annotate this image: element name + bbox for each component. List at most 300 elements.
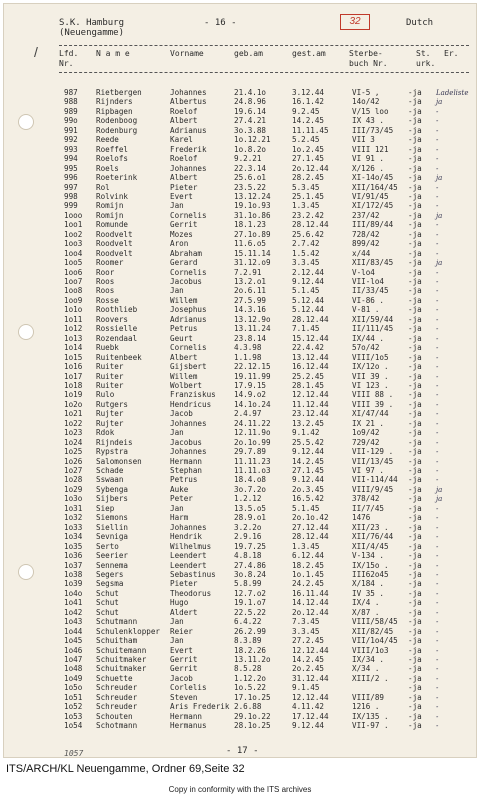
row-register-number: VIII/1o5 [352, 352, 389, 362]
row-firstname: Geurt [170, 333, 193, 343]
row-register-number: VII/13/45 [352, 456, 394, 466]
row-firstname: Hendrik [170, 532, 203, 542]
row-firstname: Johannes [170, 522, 207, 532]
row-number: 1o4o [64, 588, 83, 598]
row-firstname: Aldert [170, 607, 198, 617]
row-number: 994 [64, 154, 78, 164]
row-surname: Roos [96, 286, 115, 296]
page-stamp: 32 [340, 14, 370, 30]
row-handwritten-note: - [436, 722, 439, 731]
row-surname: Roodvelt [96, 229, 133, 239]
row-number: 1o38 [64, 569, 83, 579]
row-handwritten-note: - [436, 344, 439, 353]
row-birth-date: 11.6.o5 [234, 239, 267, 249]
row-handwritten-note: - [436, 703, 439, 712]
row-birth-date: 27.4.86 [234, 560, 267, 570]
row-certificate: -ja [408, 173, 422, 183]
row-surname: Ruiter [96, 371, 124, 381]
row-firstname: Sebastinus [170, 569, 216, 579]
row-register-number: VIII/1o3 [352, 645, 389, 655]
header-rule-bottom [59, 72, 469, 73]
row-surname: Seerier [96, 551, 129, 561]
row-number: 1o11 [64, 314, 83, 324]
row-death-date: 7.3.45 [292, 617, 320, 627]
row-number: 1o41 [64, 598, 83, 608]
row-death-date: 9.2.45 [292, 106, 320, 116]
row-surname: Rypstra [96, 447, 129, 457]
row-firstname: Aron [170, 239, 189, 249]
row-surname: Ruiter [96, 380, 124, 390]
row-certificate: -ja [408, 721, 422, 731]
row-death-date: 5.1.45 [292, 286, 320, 296]
row-handwritten-note: - [436, 410, 439, 419]
row-handwritten-note: - [436, 164, 439, 173]
row-death-date: 23.12.44 [292, 409, 329, 419]
row-handwritten-note: - [436, 589, 439, 598]
row-certificate: -ja [408, 352, 422, 362]
row-number: 988 [64, 97, 78, 107]
row-certificate: -ja [408, 692, 422, 702]
row-handwritten-note: - [436, 391, 439, 400]
row-handwritten-note: - [436, 542, 439, 551]
row-certificate: -ja [408, 88, 422, 97]
row-surname: Schreuder [96, 683, 138, 693]
row-handwritten-note: - [436, 325, 439, 334]
row-number: 1o29 [64, 484, 83, 494]
col-gest: gest.am [292, 49, 326, 58]
row-handwritten-note: - [436, 674, 439, 683]
row-certificate: -ja [408, 135, 422, 145]
row-certificate: -ja [408, 522, 422, 532]
row-death-date: 9.1.45 [292, 683, 320, 693]
row-handwritten-note: - [436, 599, 439, 608]
row-birth-date: 1.12.2o [234, 673, 267, 683]
row-certificate: -ja [408, 380, 422, 390]
row-birth-date: 12.7.o2 [234, 588, 267, 598]
row-certificate: -ja [408, 333, 422, 343]
row-handwritten-note: - [436, 448, 439, 457]
row-surname: Schutmann [96, 617, 138, 627]
row-birth-date: 9.2.21 [234, 154, 262, 164]
row-handwritten-note: - [436, 306, 439, 315]
row-birth-date: 1o.5.22 [234, 683, 267, 693]
row-register-number: XII/83/45 [352, 258, 394, 268]
col-geb: geb.am [234, 49, 263, 58]
row-number: 1oo9 [64, 295, 83, 305]
row-surname: Roor [96, 267, 115, 277]
camp-subname: (Neuengamme) [59, 28, 125, 38]
row-firstname: Hugo [170, 598, 189, 608]
row-birth-date: 14.1o.24 [234, 399, 271, 409]
row-firstname: Johannes [170, 418, 207, 428]
row-certificate: -ja [408, 428, 422, 438]
row-handwritten-note: - [436, 278, 439, 286]
row-register-number: IV 35 . [352, 588, 385, 598]
row-birth-date: 13.11.24 [234, 324, 271, 334]
row-surname: Rol [96, 182, 110, 192]
row-register-number: XII/76/44 [352, 532, 394, 542]
row-death-date: 27.1.45 [292, 466, 325, 475]
row-death-date: 2o.2.45 [292, 664, 325, 674]
row-register-number: XIII/2 . [352, 673, 389, 683]
row-certificate: -ja [408, 409, 422, 419]
row-number: 997 [64, 182, 78, 192]
row-surname: Roodvelt [96, 248, 133, 258]
row-surname: Schotmann [96, 721, 138, 731]
row-surname: Rulo [96, 390, 115, 400]
row-birth-date: 8.5.28 [234, 664, 262, 674]
row-certificate: -ja [408, 494, 422, 504]
row-number: 1o24 [64, 437, 83, 447]
row-register-number: VII/1o4/45 [352, 636, 398, 646]
row-death-date: 28.1.45 [292, 380, 325, 390]
row-surname: Schuitham [96, 636, 138, 646]
row-handwritten-note: ja [436, 98, 443, 107]
row-handwritten-note: - [436, 514, 439, 523]
row-certificate: -ja [408, 579, 422, 589]
row-surname: Roomer [96, 258, 124, 268]
row-death-date: 4.11.42 [292, 702, 325, 712]
row-certificate: -ja [408, 655, 422, 664]
row-number: 993 [64, 144, 78, 154]
row-handwritten-note: - [436, 608, 439, 617]
row-register-number: IX/34 . [352, 655, 385, 664]
row-register-number: VII 39 . [352, 371, 389, 381]
row-death-date: 2o.12.44 [292, 607, 329, 617]
row-handwritten-note: - [436, 429, 439, 438]
row-handwritten-note: - [436, 637, 439, 646]
row-number: 1o49 [64, 673, 83, 683]
row-birth-date: 22.3.14 [234, 163, 267, 173]
row-handwritten-note: - [436, 126, 439, 135]
row-firstname: Evert [170, 645, 193, 655]
row-handwritten-note: ja [436, 495, 443, 504]
row-certificate: -ja [408, 220, 422, 230]
row-certificate: -ja [408, 295, 422, 305]
row-firstname: Petrus [170, 324, 198, 334]
row-certificate: -ja [408, 437, 422, 447]
row-surname: Rijndeis [96, 437, 133, 447]
row-surname: Rossielle [96, 324, 138, 334]
row-firstname: Willem [170, 371, 198, 381]
row-firstname: Abraham [170, 248, 203, 258]
row-death-date: 24.2.45 [292, 579, 325, 589]
row-birth-date: 5.8.99 [234, 579, 262, 589]
row-register-number: II/111/45 [352, 324, 394, 334]
row-register-number: II/33/45 [352, 286, 389, 296]
row-death-date: 1o.2.45 [292, 144, 325, 154]
row-surname: Rdok [96, 428, 115, 438]
row-surname: Schade [96, 466, 124, 475]
row-certificate: -ja [408, 569, 422, 579]
row-death-date: 25.5.42 [292, 437, 325, 447]
row-certificate: -ja [408, 447, 422, 457]
row-number: 995 [64, 163, 78, 173]
row-register-number: XII/23 . [352, 522, 389, 532]
row-register-number: VIII/58/45 [352, 617, 398, 627]
row-number: 1o16 [64, 362, 83, 372]
row-handwritten-note: - [436, 618, 439, 627]
row-firstname: Wilhelmus [170, 541, 212, 551]
row-certificate: -ja [408, 191, 422, 201]
row-firstname: Albert [170, 116, 198, 126]
row-number: 1o5o [64, 683, 83, 693]
col-vorname: Vorname [170, 49, 204, 58]
row-register-number: II/7/45 [352, 503, 385, 513]
row-handwritten-note: - [436, 145, 439, 154]
row-register-number: VI/91/45 [352, 191, 389, 201]
row-firstname: Jacobus [170, 437, 203, 447]
row-register-number: x/44 [352, 248, 371, 258]
row-certificate: -ja [408, 683, 422, 693]
row-firstname: Johannes [170, 88, 207, 97]
row-death-date: 12.12.44 [292, 692, 329, 702]
row-death-date: 5.2.45 [292, 135, 320, 145]
row-surname: Sswaan [96, 475, 124, 485]
row-firstname: Johannes [170, 163, 207, 173]
row-certificate: -ja [408, 541, 422, 551]
row-handwritten-note: ja [436, 259, 443, 268]
row-register-number: III/73/45 [352, 125, 394, 135]
row-birth-date: 24.11.22 [234, 418, 271, 428]
row-handwritten-note: - [436, 665, 439, 674]
row-firstname: Harm [170, 513, 189, 523]
row-firstname: Gerrit [170, 664, 198, 674]
row-number: 1o21 [64, 409, 83, 419]
row-number: 1ooo [64, 210, 83, 220]
row-surname: Schuitemann [96, 645, 147, 655]
row-certificate: -ja [408, 201, 422, 211]
row-surname: Sevniga [96, 532, 129, 542]
row-handwritten-note: - [436, 202, 439, 211]
row-firstname: Cornelis [170, 210, 207, 220]
row-surname: Siellin [96, 522, 129, 532]
row-firstname: Jacob [170, 409, 193, 419]
row-birth-date: 2o.6.11 [234, 286, 267, 296]
row-number: 1o18 [64, 380, 83, 390]
row-death-date: 28.2.45 [292, 173, 325, 183]
row-register-number: IX/12o . [352, 362, 389, 372]
row-death-date: 1.5.42 [292, 248, 320, 258]
row-birth-date: 19.7.25 [234, 541, 267, 551]
row-birth-date: 13.12.9o [234, 314, 271, 324]
row-death-date: 1o.1.45 [292, 569, 325, 579]
row-firstname: Gijsbert [170, 362, 207, 372]
row-handwritten-note: - [436, 117, 439, 126]
row-firstname: Cornelis [170, 267, 207, 277]
row-handwritten-note: ja [436, 211, 443, 220]
row-register-number: 1216 . [352, 702, 380, 712]
row-death-date: 1.3.45 [292, 201, 320, 211]
row-surname: Ruebk [96, 343, 119, 353]
row-handwritten-note: - [436, 504, 439, 513]
row-firstname: Hermann [170, 711, 203, 721]
row-handwritten-note: - [436, 315, 439, 324]
row-certificate: -ja [408, 503, 422, 513]
row-number: 996 [64, 173, 78, 183]
row-death-date: 9.12.44 [292, 447, 325, 457]
row-register-number: XII/164/45 [352, 182, 398, 192]
row-number: 1o2o [64, 399, 83, 409]
row-birth-date: 31.12.o9 [234, 258, 271, 268]
row-death-date: 1.3.45 [292, 541, 320, 551]
row-firstname: Albert [170, 173, 198, 183]
row-firstname: Hendricus [170, 399, 212, 409]
row-register-number: VI-5 , [352, 88, 380, 97]
row-register-number: IX 43 . [352, 116, 385, 126]
row-surname: Rozendaal [96, 333, 138, 343]
row-certificate: -ja [408, 484, 422, 494]
row-register-number: VII 3 [352, 135, 375, 145]
row-birth-date: 17.9.15 [234, 380, 267, 390]
row-firstname: Gerrit [170, 655, 198, 664]
page-number: - 16 - [204, 18, 237, 28]
row-certificate: -ja [408, 711, 422, 721]
row-firstname: Leendert [170, 560, 207, 570]
row-number: 1o22 [64, 418, 83, 428]
row-death-date: 9.12.44 [292, 475, 325, 485]
row-handwritten-note: - [436, 467, 439, 475]
row-handwritten-note: - [436, 656, 439, 664]
row-certificate: -ja [408, 645, 422, 655]
row-handwritten-note: - [436, 230, 439, 239]
row-handwritten-note: - [436, 287, 439, 296]
row-birth-date: 13.12.24 [234, 191, 271, 201]
row-firstname: Hermann [170, 456, 203, 466]
row-number: 1o35 [64, 541, 83, 551]
document-page [3, 3, 477, 758]
row-firstname: Petrus [170, 475, 198, 485]
row-register-number: VI 91 . [352, 154, 385, 164]
row-death-date: 31.12.44 [292, 673, 329, 683]
row-death-date: 11.12.44 [292, 399, 329, 409]
row-number: 1o32 [64, 513, 83, 523]
row-number: 1o43 [64, 617, 83, 627]
row-birth-date: 23.5.22 [234, 182, 267, 192]
row-register-number: 14o/42 [352, 97, 380, 107]
row-register-number: XI-14o/45 [352, 173, 394, 183]
row-firstname: Stephan [170, 466, 203, 475]
row-certificate: -ja [408, 418, 422, 428]
row-birth-date: 3o.3.88 [234, 125, 267, 135]
row-number: 1oo5 [64, 258, 83, 268]
row-birth-date: 13.11.2o [234, 655, 271, 664]
row-certificate: -ja [408, 598, 422, 608]
row-firstname: Evert [170, 191, 193, 201]
row-certificate: -ja [408, 116, 422, 126]
row-register-number: XI/172/45 [352, 201, 394, 211]
row-firstname: Jacobus [170, 277, 203, 286]
row-firstname: Roelof [170, 106, 198, 116]
row-firstname: Jacob [170, 673, 193, 683]
row-handwritten-note: - [436, 183, 439, 192]
row-birth-date: 6.4.22 [234, 617, 262, 627]
row-number: 1o48 [64, 664, 83, 674]
row-handwritten-note: - [436, 107, 439, 116]
row-number: 992 [64, 135, 78, 145]
row-surname: Schouten [96, 711, 133, 721]
row-firstname: Jan [170, 286, 184, 296]
row-handwritten-note: - [436, 627, 439, 636]
row-certificate: -ja [408, 607, 422, 617]
row-handwritten-note: - [436, 372, 439, 381]
table-row [4, 721, 478, 731]
row-certificate: -ja [408, 702, 422, 712]
row-birth-date: 31.1o.86 [234, 210, 271, 220]
row-birth-date: 1.1.98 [234, 352, 262, 362]
row-surname: Roos [96, 277, 115, 286]
row-birth-date: 18.4.o8 [234, 475, 267, 485]
row-number: 1o45 [64, 636, 83, 646]
row-death-date: 3.3.45 [292, 626, 320, 636]
row-handwritten-note: - [436, 381, 439, 390]
row-handwritten-note: - [436, 580, 439, 589]
row-certificate: -ja [408, 277, 422, 286]
row-death-date: 14.2.45 [292, 655, 325, 664]
row-birth-date: 14.3.16 [234, 305, 267, 315]
row-firstname: Hermanus [170, 721, 207, 731]
row-birth-date: 4.3.98 [234, 343, 262, 353]
col-name: N a m e [96, 49, 130, 58]
row-death-date: 25.1.45 [292, 191, 325, 201]
row-firstname: Theodorus [170, 588, 212, 598]
row-register-number: 729/42 [352, 437, 380, 447]
row-birth-date: 19.6.14 [234, 106, 267, 116]
row-birth-date: 3o.7.2o [234, 484, 267, 494]
row-firstname: Adrianus [170, 125, 207, 135]
row-handwritten-note: - [436, 693, 439, 702]
row-death-date: 5.3.45 [292, 182, 320, 192]
row-surname: Schreuder [96, 692, 138, 702]
row-handwritten-note: - [436, 400, 439, 409]
row-surname: Schuitmaker [96, 655, 147, 664]
row-handwritten-note: ja [436, 485, 443, 494]
row-surname: Roovers [96, 314, 129, 324]
row-register-number: 1o9/42 [352, 428, 380, 438]
row-birth-date: 24.8.96 [234, 97, 267, 107]
row-number: 991 [64, 125, 78, 135]
row-death-date: 17.12.44 [292, 711, 329, 721]
row-firstname: Josephus [170, 305, 207, 315]
row-birth-date: 27.5.99 [234, 295, 267, 305]
row-certificate: -ja [408, 560, 422, 570]
row-number: 1o53 [64, 711, 83, 721]
row-firstname: Wolbert [170, 380, 203, 390]
row-number: 1oo2 [64, 229, 83, 239]
row-certificate: -ja [408, 182, 422, 192]
row-death-date: 3.12.44 [292, 88, 325, 97]
row-death-date: 7.1.45 [292, 324, 320, 334]
row-surname: Schut [96, 588, 119, 598]
row-certificate: -ja [408, 513, 422, 523]
row-death-date: 2o.12.44 [292, 163, 329, 173]
row-certificate: -ja [408, 617, 422, 627]
row-firstname: Gerrit [170, 220, 198, 230]
row-register-number: VI 97 . [352, 466, 385, 475]
row-birth-date: 3.2.2o [234, 522, 262, 532]
row-birth-date: 19.1.o7 [234, 598, 267, 608]
row-certificate: -ja [408, 673, 422, 683]
row-birth-date: 1o.12.21 [234, 135, 271, 145]
row-birth-date: 13.2.o1 [234, 277, 267, 286]
row-death-date: 5.1.45 [292, 503, 320, 513]
row-surname: Reede [96, 135, 119, 145]
row-surname: Serto [96, 541, 119, 551]
row-death-date: 14.2.45 [292, 116, 325, 126]
row-handwritten-note: - [436, 457, 439, 466]
row-firstname: Corlelis [170, 683, 207, 693]
row-number: 1o17 [64, 371, 83, 381]
